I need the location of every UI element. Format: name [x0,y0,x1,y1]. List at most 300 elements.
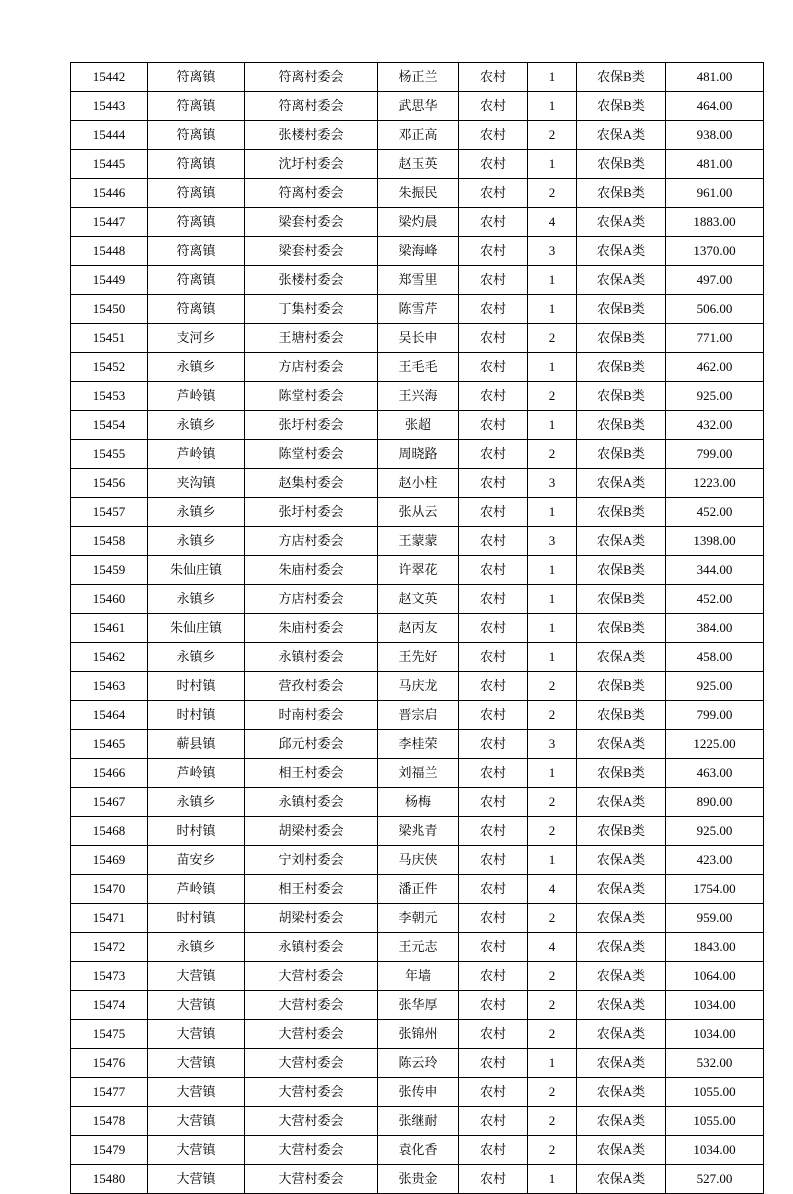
cell-insurance-type: 农保B类 [577,63,666,92]
cell-type: 农村 [459,643,528,672]
cell-name: 李朝元 [378,904,459,933]
cell-insurance-type: 农保A类 [577,1165,666,1194]
cell-type: 农村 [459,92,528,121]
cell-id: 15461 [71,614,148,643]
table-row [71,1049,764,1078]
cell-village: 符离村委会 [245,92,378,121]
cell-type: 农村 [459,440,528,469]
cell-town: 朱仙庄镇 [148,614,245,643]
cell-name: 王毛毛 [378,353,459,382]
table-row [71,63,764,92]
cell-village: 相王村委会 [245,759,378,788]
cell-count: 3 [528,527,577,556]
cell-count: 1 [528,556,577,585]
cell-type: 农村 [459,672,528,701]
cell-insurance-type: 农保B类 [577,672,666,701]
cell-insurance-type: 农保A类 [577,237,666,266]
cell-count: 1 [528,92,577,121]
cell-village: 大营村委会 [245,1136,378,1165]
cell-count: 4 [528,208,577,237]
cell-insurance-type: 农保B类 [577,324,666,353]
cell-id: 15454 [71,411,148,440]
cell-type: 农村 [459,962,528,991]
cell-town: 朱仙庄镇 [148,556,245,585]
cell-type: 农村 [459,846,528,875]
cell-id: 15475 [71,1020,148,1049]
cell-name: 赵小柱 [378,469,459,498]
cell-insurance-type: 农保A类 [577,962,666,991]
cell-town: 芦岭镇 [148,759,245,788]
cell-amount: 432.00 [666,411,764,440]
cell-amount: 938.00 [666,121,764,150]
cell-village: 邱元村委会 [245,730,378,759]
cell-type: 农村 [459,1165,528,1194]
cell-town: 符离镇 [148,92,245,121]
cell-town: 芦岭镇 [148,382,245,411]
cell-insurance-type: 农保B类 [577,701,666,730]
cell-id: 15447 [71,208,148,237]
cell-name: 张从云 [378,498,459,527]
table-row [71,179,764,208]
cell-type: 农村 [459,266,528,295]
cell-amount: 1064.00 [666,962,764,991]
cell-amount: 1034.00 [666,1136,764,1165]
cell-amount: 1034.00 [666,991,764,1020]
cell-name: 王元志 [378,933,459,962]
cell-type: 农村 [459,469,528,498]
table-row [71,295,764,324]
table-row [71,759,764,788]
cell-amount: 481.00 [666,63,764,92]
cell-village: 胡梁村委会 [245,904,378,933]
cell-town: 夹沟镇 [148,469,245,498]
cell-village: 陈堂村委会 [245,382,378,411]
cell-type: 农村 [459,1020,528,1049]
cell-count: 2 [528,672,577,701]
cell-village: 时南村委会 [245,701,378,730]
cell-village: 大营村委会 [245,1020,378,1049]
cell-town: 永镇乡 [148,353,245,382]
table-row [71,875,764,904]
cell-type: 农村 [459,585,528,614]
table-row [71,1107,764,1136]
cell-village: 沈圩村委会 [245,150,378,179]
table-row [71,846,764,875]
cell-town: 大营镇 [148,1107,245,1136]
cell-count: 2 [528,440,577,469]
cell-count: 4 [528,933,577,962]
table-row [71,1165,764,1194]
cell-village: 梁套村委会 [245,237,378,266]
cell-amount: 925.00 [666,382,764,411]
cell-insurance-type: 农保B类 [577,759,666,788]
table-row [71,585,764,614]
cell-count: 1 [528,150,577,179]
cell-village: 王塘村委会 [245,324,378,353]
cell-village: 永镇村委会 [245,788,378,817]
cell-id: 15480 [71,1165,148,1194]
cell-insurance-type: 农保A类 [577,1020,666,1049]
cell-count: 2 [528,701,577,730]
cell-id: 15469 [71,846,148,875]
cell-village: 陈堂村委会 [245,440,378,469]
cell-name: 周晓路 [378,440,459,469]
cell-id: 15446 [71,179,148,208]
cell-insurance-type: 农保A类 [577,121,666,150]
cell-village: 永镇村委会 [245,933,378,962]
cell-count: 2 [528,1136,577,1165]
cell-count: 1 [528,295,577,324]
cell-amount: 925.00 [666,817,764,846]
cell-village: 张楼村委会 [245,121,378,150]
cell-count: 2 [528,179,577,208]
cell-amount: 925.00 [666,672,764,701]
table-row [71,933,764,962]
cell-amount: 497.00 [666,266,764,295]
cell-id: 15450 [71,295,148,324]
cell-name: 梁海峰 [378,237,459,266]
cell-name: 张贵金 [378,1165,459,1194]
cell-village: 张圩村委会 [245,498,378,527]
table-row [71,672,764,701]
table-row [71,440,764,469]
table-row [71,92,764,121]
table-row [71,527,764,556]
cell-id: 15452 [71,353,148,382]
cell-amount: 1843.00 [666,933,764,962]
cell-amount: 532.00 [666,1049,764,1078]
cell-type: 农村 [459,1049,528,1078]
cell-type: 农村 [459,295,528,324]
table-row [71,353,764,382]
cell-amount: 890.00 [666,788,764,817]
cell-insurance-type: 农保A类 [577,1136,666,1165]
cell-count: 2 [528,121,577,150]
cell-count: 1 [528,643,577,672]
cell-name: 张华厚 [378,991,459,1020]
cell-amount: 506.00 [666,295,764,324]
table-row [71,962,764,991]
cell-id: 15458 [71,527,148,556]
cell-village: 大营村委会 [245,1107,378,1136]
cell-village: 方店村委会 [245,527,378,556]
cell-town: 大营镇 [148,1165,245,1194]
cell-id: 15478 [71,1107,148,1136]
cell-type: 农村 [459,1107,528,1136]
cell-type: 农村 [459,991,528,1020]
cell-id: 15449 [71,266,148,295]
table-row [71,1136,764,1165]
cell-insurance-type: 农保B类 [577,179,666,208]
cell-count: 1 [528,846,577,875]
cell-amount: 1055.00 [666,1107,764,1136]
cell-count: 3 [528,237,577,266]
cell-town: 蕲县镇 [148,730,245,759]
cell-name: 陈雪芹 [378,295,459,324]
cell-amount: 1370.00 [666,237,764,266]
cell-insurance-type: 农保A类 [577,1107,666,1136]
cell-type: 农村 [459,904,528,933]
cell-name: 袁化香 [378,1136,459,1165]
cell-name: 梁兆青 [378,817,459,846]
cell-town: 永镇乡 [148,933,245,962]
cell-type: 农村 [459,614,528,643]
cell-amount: 961.00 [666,179,764,208]
cell-town: 符离镇 [148,266,245,295]
cell-village: 大营村委会 [245,962,378,991]
cell-insurance-type: 农保A类 [577,991,666,1020]
cell-amount: 1398.00 [666,527,764,556]
cell-name: 潘正件 [378,875,459,904]
cell-type: 农村 [459,353,528,382]
cell-name: 张超 [378,411,459,440]
cell-town: 时村镇 [148,701,245,730]
table-row [71,382,764,411]
table-row [71,121,764,150]
cell-type: 农村 [459,933,528,962]
cell-id: 15453 [71,382,148,411]
cell-count: 1 [528,266,577,295]
cell-id: 15465 [71,730,148,759]
cell-count: 3 [528,469,577,498]
cell-name: 梁灼晨 [378,208,459,237]
table-body [71,63,764,1194]
beneficiary-table [70,62,764,1194]
cell-type: 农村 [459,556,528,585]
cell-town: 永镇乡 [148,498,245,527]
cell-name: 赵玉英 [378,150,459,179]
table-row [71,904,764,933]
cell-insurance-type: 农保A类 [577,527,666,556]
table-row [71,498,764,527]
cell-id: 15471 [71,904,148,933]
cell-village: 大营村委会 [245,1078,378,1107]
cell-amount: 384.00 [666,614,764,643]
cell-village: 赵集村委会 [245,469,378,498]
cell-town: 永镇乡 [148,585,245,614]
cell-type: 农村 [459,382,528,411]
cell-amount: 1055.00 [666,1078,764,1107]
cell-town: 符离镇 [148,208,245,237]
cell-town: 大营镇 [148,962,245,991]
table-row [71,237,764,266]
cell-amount: 1225.00 [666,730,764,759]
cell-count: 2 [528,991,577,1020]
cell-insurance-type: 农保B类 [577,498,666,527]
cell-town: 时村镇 [148,904,245,933]
cell-count: 4 [528,875,577,904]
cell-id: 15444 [71,121,148,150]
cell-insurance-type: 农保A类 [577,469,666,498]
cell-id: 15464 [71,701,148,730]
cell-name: 王兴海 [378,382,459,411]
cell-count: 2 [528,1107,577,1136]
cell-village: 符离村委会 [245,63,378,92]
cell-village: 大营村委会 [245,991,378,1020]
cell-name: 年墙 [378,962,459,991]
cell-type: 农村 [459,527,528,556]
cell-insurance-type: 农保A类 [577,933,666,962]
cell-village: 朱庙村委会 [245,614,378,643]
cell-count: 1 [528,353,577,382]
cell-name: 张锦州 [378,1020,459,1049]
cell-town: 符离镇 [148,295,245,324]
cell-name: 许翠花 [378,556,459,585]
cell-name: 朱振民 [378,179,459,208]
cell-count: 1 [528,1165,577,1194]
cell-amount: 959.00 [666,904,764,933]
cell-name: 刘福兰 [378,759,459,788]
cell-town: 符离镇 [148,237,245,266]
cell-village: 张圩村委会 [245,411,378,440]
cell-type: 农村 [459,179,528,208]
cell-type: 农村 [459,875,528,904]
cell-town: 符离镇 [148,179,245,208]
cell-amount: 1223.00 [666,469,764,498]
cell-name: 郑雪里 [378,266,459,295]
cell-count: 1 [528,614,577,643]
cell-id: 15467 [71,788,148,817]
cell-id: 15473 [71,962,148,991]
cell-amount: 799.00 [666,440,764,469]
cell-count: 1 [528,759,577,788]
cell-name: 杨梅 [378,788,459,817]
cell-insurance-type: 农保B类 [577,382,666,411]
cell-id: 15448 [71,237,148,266]
cell-village: 丁集村委会 [245,295,378,324]
cell-amount: 423.00 [666,846,764,875]
table-row [71,411,764,440]
cell-id: 15460 [71,585,148,614]
table-row [71,730,764,759]
cell-id: 15456 [71,469,148,498]
cell-name: 晋宗启 [378,701,459,730]
cell-count: 3 [528,730,577,759]
cell-village: 张楼村委会 [245,266,378,295]
cell-count: 2 [528,904,577,933]
cell-insurance-type: 农保A类 [577,788,666,817]
table-row [71,150,764,179]
cell-town: 大营镇 [148,991,245,1020]
cell-amount: 1034.00 [666,1020,764,1049]
cell-type: 农村 [459,817,528,846]
cell-town: 时村镇 [148,672,245,701]
cell-id: 15451 [71,324,148,353]
table-row [71,469,764,498]
cell-name: 赵文英 [378,585,459,614]
cell-name: 赵丙友 [378,614,459,643]
cell-amount: 452.00 [666,585,764,614]
cell-count: 2 [528,962,577,991]
cell-id: 15463 [71,672,148,701]
cell-count: 2 [528,817,577,846]
cell-insurance-type: 农保B类 [577,92,666,121]
cell-town: 苗安乡 [148,846,245,875]
cell-village: 相王村委会 [245,875,378,904]
cell-name: 王蒙蒙 [378,527,459,556]
cell-name: 吴长申 [378,324,459,353]
cell-id: 15443 [71,92,148,121]
cell-type: 农村 [459,208,528,237]
cell-insurance-type: 农保B类 [577,817,666,846]
cell-id: 15479 [71,1136,148,1165]
cell-id: 15457 [71,498,148,527]
table-row [71,208,764,237]
cell-count: 1 [528,585,577,614]
cell-insurance-type: 农保A类 [577,208,666,237]
cell-amount: 771.00 [666,324,764,353]
cell-insurance-type: 农保B类 [577,556,666,585]
cell-id: 15476 [71,1049,148,1078]
table-row [71,643,764,672]
cell-town: 大营镇 [148,1078,245,1107]
cell-id: 15442 [71,63,148,92]
cell-name: 马庆侠 [378,846,459,875]
table-row [71,788,764,817]
cell-name: 李桂荣 [378,730,459,759]
cell-town: 大营镇 [148,1049,245,1078]
cell-amount: 452.00 [666,498,764,527]
cell-name: 张传申 [378,1078,459,1107]
cell-town: 符离镇 [148,150,245,179]
cell-insurance-type: 农保A类 [577,1078,666,1107]
cell-insurance-type: 农保A类 [577,1049,666,1078]
cell-amount: 1754.00 [666,875,764,904]
cell-count: 2 [528,788,577,817]
cell-count: 2 [528,1020,577,1049]
cell-village: 符离村委会 [245,179,378,208]
cell-town: 支河乡 [148,324,245,353]
cell-town: 芦岭镇 [148,875,245,904]
cell-name: 邓正高 [378,121,459,150]
cell-town: 大营镇 [148,1020,245,1049]
cell-type: 农村 [459,237,528,266]
cell-town: 永镇乡 [148,411,245,440]
cell-village: 胡梁村委会 [245,817,378,846]
cell-type: 农村 [459,1078,528,1107]
cell-insurance-type: 农保B类 [577,411,666,440]
cell-amount: 527.00 [666,1165,764,1194]
cell-type: 农村 [459,1136,528,1165]
cell-insurance-type: 农保A类 [577,904,666,933]
cell-type: 农村 [459,150,528,179]
cell-count: 1 [528,1049,577,1078]
cell-id: 15474 [71,991,148,1020]
cell-village: 方店村委会 [245,585,378,614]
cell-insurance-type: 农保A类 [577,875,666,904]
cell-town: 时村镇 [148,817,245,846]
cell-insurance-type: 农保B类 [577,585,666,614]
cell-name: 马庆龙 [378,672,459,701]
cell-type: 农村 [459,730,528,759]
cell-name: 王先好 [378,643,459,672]
cell-town: 芦岭镇 [148,440,245,469]
cell-insurance-type: 农保A类 [577,846,666,875]
cell-village: 大营村委会 [245,1165,378,1194]
table-row [71,701,764,730]
table-row [71,324,764,353]
cell-id: 15459 [71,556,148,585]
cell-name: 张继耐 [378,1107,459,1136]
cell-amount: 1883.00 [666,208,764,237]
cell-insurance-type: 农保B类 [577,440,666,469]
cell-insurance-type: 农保B类 [577,295,666,324]
table-row [71,991,764,1020]
cell-id: 15477 [71,1078,148,1107]
cell-town: 永镇乡 [148,527,245,556]
cell-village: 朱庙村委会 [245,556,378,585]
cell-count: 2 [528,1078,577,1107]
